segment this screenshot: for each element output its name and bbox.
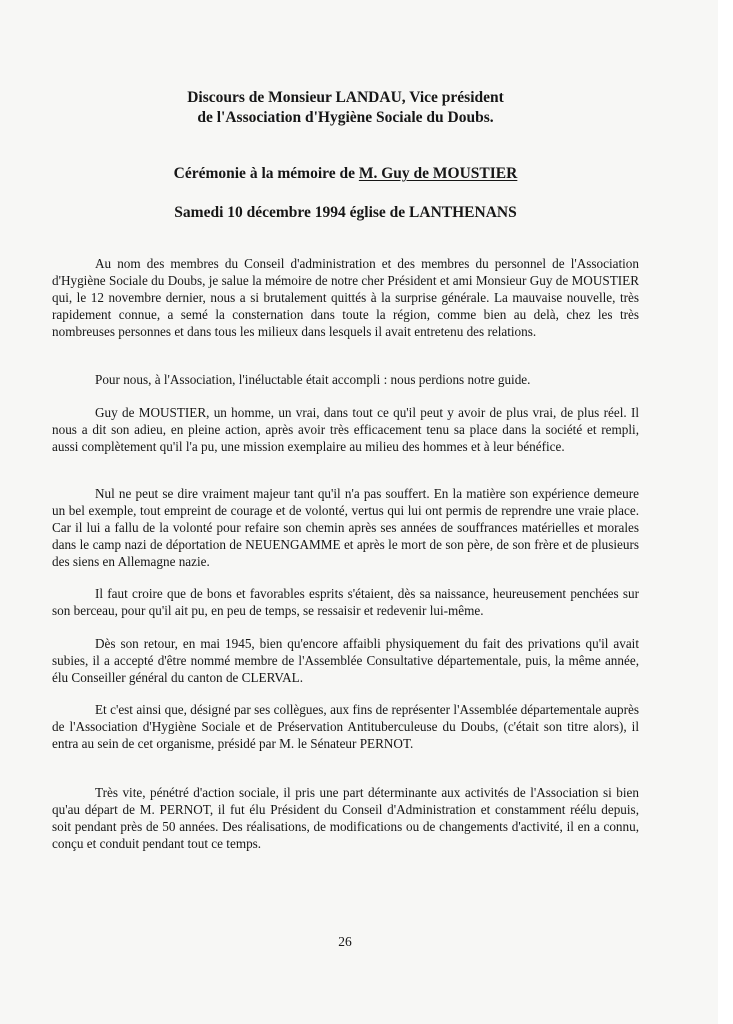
ceremony-heading <box>52 164 639 184</box>
scan-margin <box>718 0 733 1024</box>
paragraph-5: Il faut croire que de bons et favorables esprits s'étaient, dès sa naissance, heureusement penchées sur son berceau, pour qu'il ait pu, en peu de temps, se ressaisir et redevenir lui-même. <box>52 586 639 618</box>
paragraph-6: Dès son retour, en mai 1945, bien qu'encore affaibli physiquement du fait des privations qu'il avait subies, il a accepté d'être nommé membre de l'Assemblée Consultative départementale, puis, la même année, élu Conseiller général du canton de CLERVAL. <box>52 636 639 685</box>
paragraph-3: Guy de MOUSTIER, un homme, un vrai, dans tout ce qu'il peut y avoir de plus vrai, de plus réel. Il nous a dit son adieu, en pleine action, après avoir très efficacement tenu sa place dans la société et rempli, aussi complètement qu'il l'a pu, une mission exemplaire au milieu des hommes et à leur bénéfice. <box>52 405 639 454</box>
date-location-heading: Samedi 10 décembre 1994 église de LANTHENANS <box>174 204 517 221</box>
paragraph-2: Pour nous, à l'Association, l'inéluctable était accompli : nous perdions notre guide. <box>95 372 531 387</box>
ceremony-prefix: Cérémonie à la mémoire de <box>173 165 359 182</box>
paragraph-8: Très vite, pénétré d'action sociale, il pris une part déterminante aux activités de l'Association si bien qu'au départ de M. PERNOT, il fut élu Président du Conseil d'Administration et constamment réélu depuis, soit pendant près de 50 années. Des réalisations, de modifications ou de changements d'activité, il en a connu, conçu et conduit pendant tout ce temps. <box>52 785 639 851</box>
page-number: 26 <box>338 934 352 949</box>
paragraph-1: Au nom des membres du Conseil d'administration et des membres du personnel de l'Association d'Hygiène Sociale du Doubs, je salue la mémoire de notre cher Président et ami Monsieur Guy de MOUSTIER qui, le 12 novembre dernier, nous a si brutalement quittés à la surprise générale. La mauvaise nouvelle, très rapidement connue, a semé la consternation dans toute la région, comme bien au delà, chez les très nombreuses personnes et dans tous les milieux dans lesquels il avait entretenu des relations. <box>52 256 639 339</box>
ceremony-honoree-name: M. Guy de MOUSTIER <box>358 165 518 182</box>
paragraph-7: Et c'est ainsi que, désigné par ses collègues, aux fins de représenter l'Assemblée départementale auprès de l'Association d'Hygiène Sociale et de Préservation Antituberculeuse du Doubs, (c'était son titre alors), il entra au sein de cet organisme, présidé par M. le Sénateur PERNOT. <box>52 702 639 751</box>
paragraph-4: Nul ne peut se dire vraiment majeur tant qu'il n'a pas souffert. En la matière son expérience demeure un bel exemple, tout empreint de courage et de volonté, vertus qui lui ont permis de reprendre une vraie place. Car il lui a fallu de la volonté pour refaire son chemin après ses années de souffrances matérielles et morales dans le camp nazi de déportation de NEUENGAMME et après le mort de son père, de son frère et de plusieurs des siens en Allemagne nazie. <box>52 486 639 569</box>
speech-title-line-1: Discours de Monsieur LANDAU, Vice président <box>187 89 504 106</box>
speech-title-line-2: de l'Association d'Hygiène Sociale du Doubs. <box>197 109 494 126</box>
